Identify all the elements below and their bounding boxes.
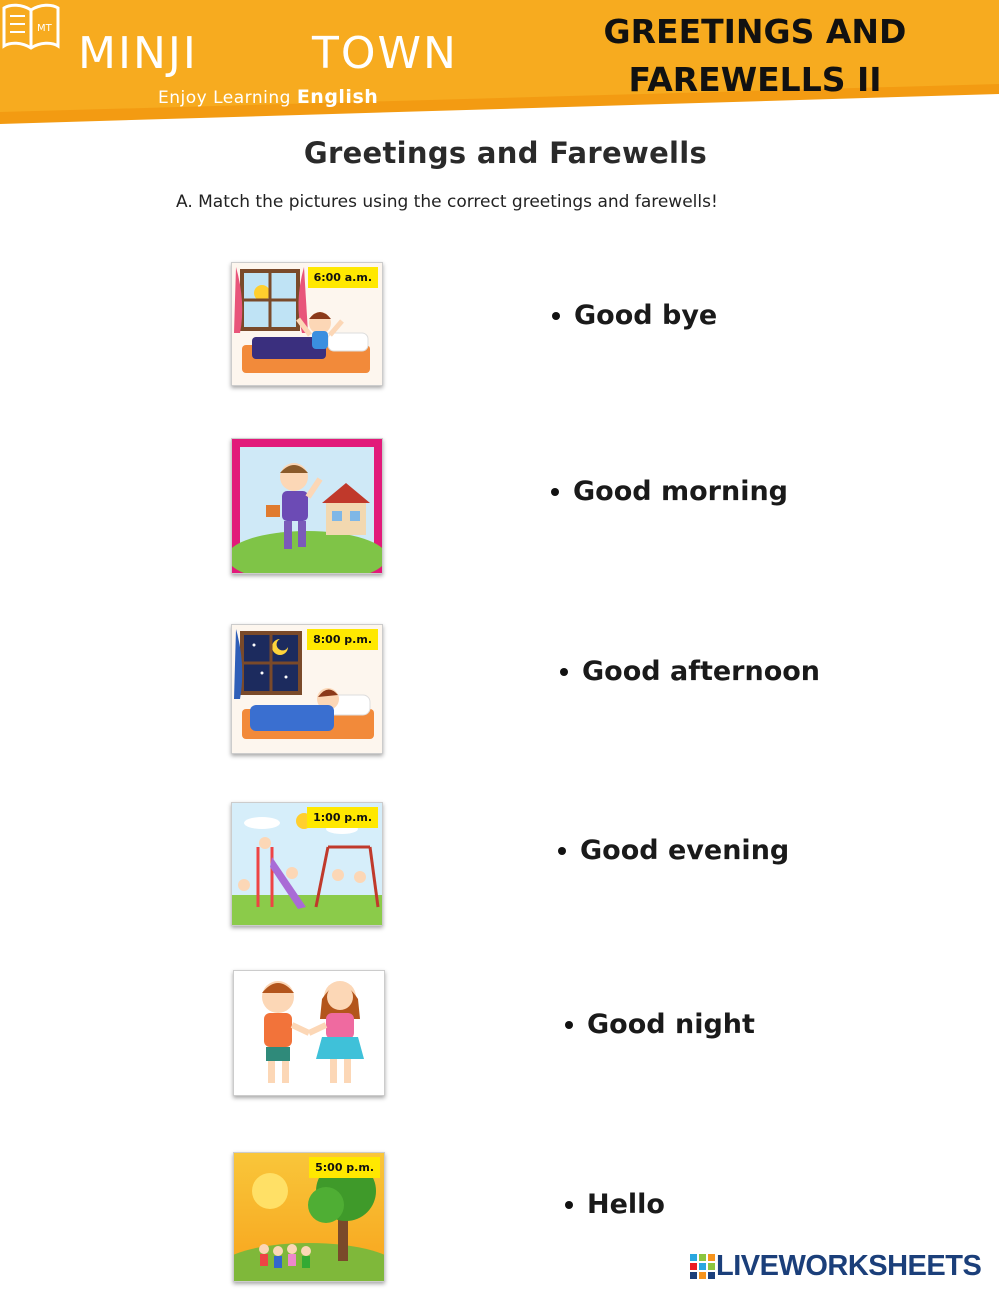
brand-right: TOWN xyxy=(312,28,458,79)
worksheet-instruction: A. Match the pictures using the correct greetings and farewells! xyxy=(176,192,718,212)
option-good-morning[interactable] xyxy=(551,476,788,507)
tagline-plain: Enjoy Learning xyxy=(158,88,291,108)
handshake-illustration xyxy=(234,971,384,1095)
option-label: Good afternoon xyxy=(582,656,821,687)
sheet-title-line1: GREETINGS AND xyxy=(603,12,907,51)
option-label: Good bye xyxy=(574,300,718,331)
sheet-title-line2: FAREWELLS II xyxy=(628,60,882,99)
liveworksheets-logo[interactable] xyxy=(690,1250,981,1283)
brand-left: MINJI xyxy=(78,28,198,79)
time-label: 5:00 p.m. xyxy=(309,1157,380,1178)
sheet-title xyxy=(560,8,950,104)
bullet-icon xyxy=(560,668,568,676)
picture-sleeping-night[interactable] xyxy=(231,624,383,754)
picture-playground[interactable] xyxy=(231,802,383,926)
option-label: Good evening xyxy=(580,835,790,866)
option-label: Good morning xyxy=(573,476,789,507)
option-good-afternoon[interactable] xyxy=(560,656,820,687)
tagline-bold: English xyxy=(296,86,379,108)
picture-sunset-park[interactable] xyxy=(233,1152,385,1282)
option-good-evening[interactable] xyxy=(558,835,789,866)
option-hello[interactable] xyxy=(565,1189,665,1220)
time-label: 6:00 a.m. xyxy=(308,267,378,288)
bullet-icon xyxy=(552,312,560,320)
picture-waking-up[interactable] xyxy=(231,262,383,386)
picture-boy-waving[interactable] xyxy=(231,438,383,574)
bullet-icon xyxy=(565,1021,573,1029)
time-label: 8:00 p.m. xyxy=(307,629,378,650)
bullet-icon xyxy=(558,847,566,855)
book-mark-text: MT xyxy=(37,23,52,34)
bullet-icon xyxy=(551,488,559,496)
boy-waving-illustration xyxy=(232,439,382,573)
book-logo-icon xyxy=(0,0,62,52)
tagline xyxy=(158,86,378,108)
option-label: Good night xyxy=(587,1009,755,1040)
worksheet-heading: Greetings and Farewells xyxy=(303,136,708,170)
option-label: Hello xyxy=(587,1189,665,1220)
bullet-icon xyxy=(565,1201,573,1209)
liveworksheets-brand: LIVEWORKSHEETS xyxy=(716,1250,982,1282)
header-banner xyxy=(0,0,999,124)
time-label: 1:00 p.m. xyxy=(307,807,378,828)
option-good-night[interactable] xyxy=(565,1009,755,1040)
liveworksheets-logo-icon xyxy=(690,1254,716,1280)
picture-handshake[interactable] xyxy=(233,970,385,1096)
option-good-bye[interactable] xyxy=(552,300,717,331)
